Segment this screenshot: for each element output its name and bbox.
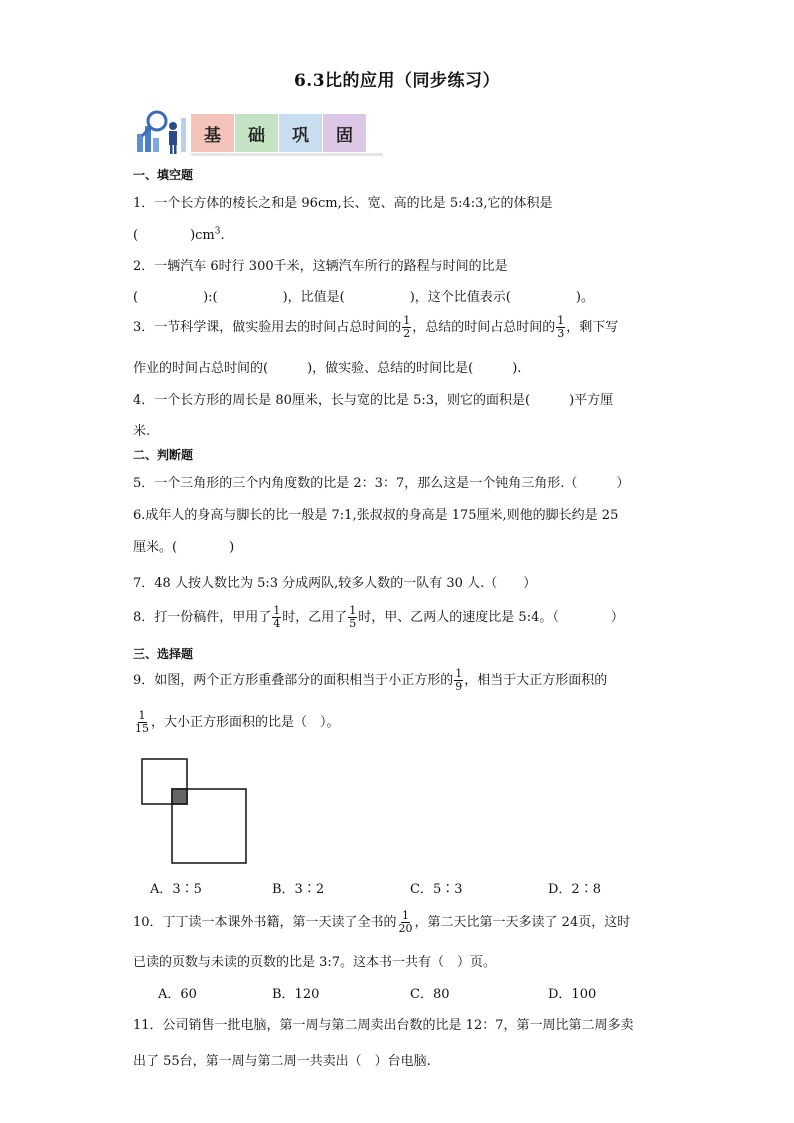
magnifier-person-icon [133, 108, 189, 156]
q1-line1: 1．一个长方体的棱长之和是 96cm,长、宽、高的比是 5:4:3,它的体积是 [133, 196, 553, 211]
page-title: 6.3比的应用（同步练习） [293, 71, 501, 91]
q10-option-c[interactable]: C．80 [410, 987, 450, 1002]
fraction-numerator: 1 [402, 909, 410, 922]
fraction-denominator: 5 [349, 617, 357, 630]
fraction-denominator: 9 [455, 680, 463, 693]
q3-line2: 作业的时间占总时间的( )，做实验、总结的时间比是( ). [133, 361, 522, 376]
banner-tile-gong: 巩 [279, 114, 322, 152]
q1-answer-blank: ( )cm [133, 228, 215, 243]
q1-line2 [133, 224, 225, 243]
section-heading-judge: 二、判断题 [133, 448, 194, 462]
q10-option-d[interactable]: D．100 [548, 987, 597, 1002]
q10-line2: 已读的页数与未读的页数的比是 3:7。这本书一共有（ ）页。 [133, 955, 497, 970]
fraction-denominator: 20 [398, 922, 413, 935]
q10-option-a[interactable]: A．60 [158, 987, 197, 1002]
q8-text-a: 8．打一份稿件，甲用了 [133, 610, 272, 625]
q8-fraction-fifth [348, 605, 357, 630]
fraction-numerator: 1 [349, 604, 357, 617]
q10-fraction-twentieth [398, 910, 414, 935]
section-banner [133, 108, 383, 156]
fraction-denominator: 4 [273, 617, 281, 630]
fraction-numerator: 1 [455, 667, 463, 680]
q10-text-b: ，第二天比第一天多读了 24页，这时 [414, 915, 631, 930]
q7-line1: 7．48 人按人数比为 5:3 分成两队,较多人数的一队有 30 人.（ ） [133, 576, 537, 591]
q9-option-d[interactable]: D．2∶8 [548, 882, 601, 897]
q3-text-a: 3．一节科学课，做实验用去的时间占总时间的 [133, 320, 402, 335]
overlap-region [172, 789, 187, 804]
banner-tile-chu: 础 [235, 114, 278, 152]
section-heading-fill: 一、填空题 [133, 168, 194, 182]
q6-line1: 6.成年人的身高与脚长的比一般是 7:1,张叔叔的身高是 175厘米,则他的脚长约是 25 [133, 508, 619, 523]
q9-line2 [133, 710, 340, 735]
fraction-denominator: 15 [135, 722, 149, 735]
fraction-numerator: 1 [273, 604, 281, 617]
q9-fraction-ninth [454, 668, 463, 693]
q8-text-c: 时，甲、乙两人的速度比是 5:4。（ ） [358, 610, 624, 625]
q5-line1: 5．一个三角形的三个内角度数的比是 2：3：7，那么这是一个钝角三角形.（ ） [133, 476, 630, 491]
q9-option-b[interactable]: B．3∶2 [272, 882, 325, 897]
q1-unit-superscript: 3 [214, 226, 221, 237]
q9-fraction-fifteenth [134, 710, 150, 735]
q10-line1 [133, 910, 630, 935]
q9-text-a: 9．如图，两个正方形重叠部分的面积相当于小正方形的 [133, 673, 454, 688]
banner-tile-gu: 固 [323, 114, 366, 152]
q1-end: . [220, 228, 225, 243]
fraction-numerator: 1 [557, 314, 565, 327]
q9-option-a[interactable]: A．3∶5 [150, 882, 202, 897]
q9-text-b: ，相当于大正方形面积的 [464, 673, 608, 688]
q3-text-b: ，总结的时间占总时间的 [412, 320, 556, 335]
q3-text-c: ，剩下写 [566, 320, 619, 335]
section-heading-choice: 三、选择题 [133, 647, 194, 661]
q3-fraction-third [556, 315, 565, 340]
fraction-denominator: 2 [403, 327, 411, 340]
q11-line2: 出了 55台，第一周与第二周一共卖出（ ）台电脑. [133, 1054, 431, 1069]
q8-line1 [133, 605, 624, 630]
q8-text-b: 时，乙用了 [282, 610, 348, 625]
q4-line1: 4．一个长方形的周长是 80厘米，长与宽的比是 5:3，则它的面积是( )平方厘 [133, 393, 614, 408]
q8-fraction-quarter [272, 605, 281, 630]
overlapping-squares-figure [140, 757, 250, 867]
q3-line1 [133, 315, 618, 340]
banner-divider [191, 153, 383, 156]
banner-tile-ji: 基 [191, 114, 234, 152]
q11-line1: 11．公司销售一批电脑，第一周与第二周卖出台数的比是 12：7，第一周比第二周多卖 [133, 1018, 634, 1033]
q10-option-b[interactable]: B．120 [272, 987, 320, 1002]
fraction-denominator: 3 [557, 327, 565, 340]
q9-line1 [133, 668, 607, 693]
q10-text-a: 10．丁丁读一本课外书籍，第一天读了全书的 [133, 915, 397, 930]
q9-option-c[interactable]: C．5∶3 [410, 882, 463, 897]
q6-line2: 厘米。( ) [133, 540, 235, 555]
fraction-numerator: 1 [138, 709, 146, 722]
q3-fraction-half [402, 315, 411, 340]
q4-line2: 米. [133, 424, 151, 439]
q2-line1: 2．一辆汽车 6时行 300千米，这辆汽车所行的路程与时间的比是 [133, 259, 508, 274]
fraction-numerator: 1 [403, 314, 411, 327]
q2-line2: ( ):( )，比值是( )，这个比值表示( )。 [133, 290, 594, 305]
q9-text-c: ，大小正方形面积的比是（ ）。 [151, 715, 340, 730]
